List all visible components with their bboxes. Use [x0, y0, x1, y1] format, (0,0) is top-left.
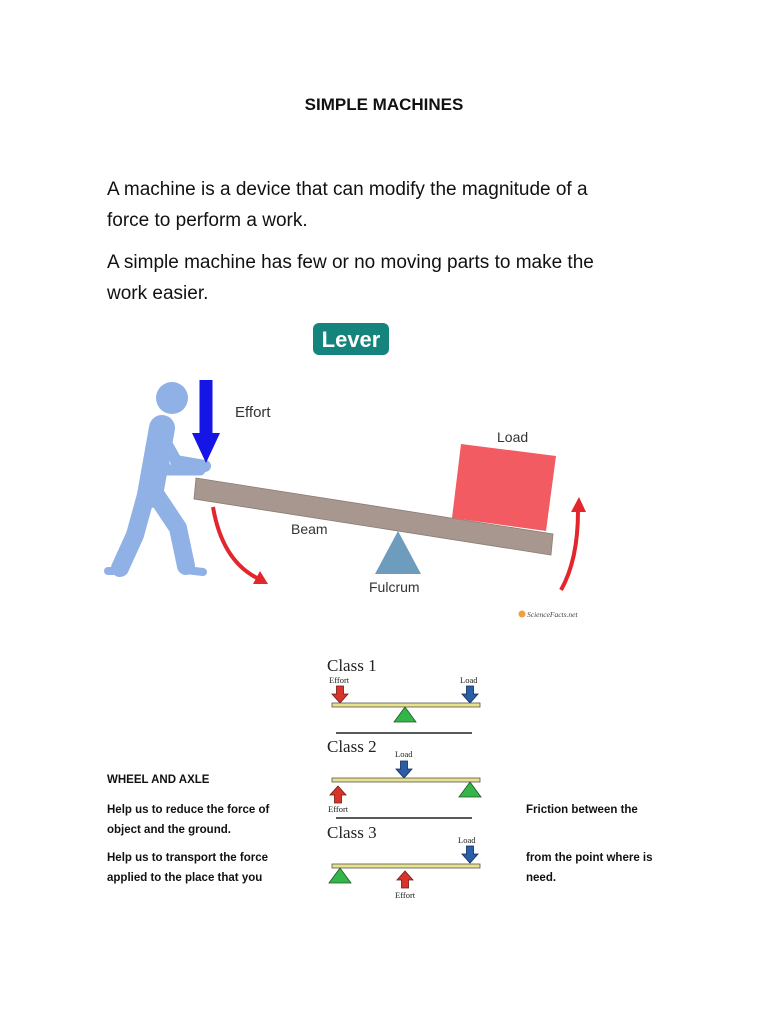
class-load-label: Load [395, 749, 413, 759]
class-effort-label: Effort [395, 890, 416, 900]
lever-badge [313, 323, 389, 355]
text-line: applied to the place that you [107, 872, 263, 884]
load-box [452, 444, 556, 531]
person-figure [108, 382, 205, 572]
paragraph-line: work easier. [107, 283, 209, 304]
body-paragraph [107, 247, 594, 309]
beam-label: Beam [291, 521, 328, 537]
page-title: SIMPLE MACHINES [304, 95, 464, 114]
lever-class-3 [327, 823, 480, 900]
class-beam [332, 864, 480, 868]
effort-arrow-shape [192, 380, 220, 463]
effort-arrow [397, 871, 413, 888]
rotation-arrow-left-shaft [213, 507, 257, 578]
text-line: from the point where is [526, 852, 653, 864]
load-arrow [462, 846, 478, 863]
text-line: object and the ground. [107, 824, 231, 836]
text-line: Help us to reduce the force of [107, 804, 270, 816]
rotation-arrow-right-shaft [561, 511, 578, 590]
person-leg [156, 495, 186, 566]
rotation-arrow-right [561, 497, 586, 590]
load-arrow [462, 686, 478, 703]
text-line: Help us to transport the force [107, 852, 269, 864]
text-line: need. [526, 872, 557, 884]
text-block-right [526, 800, 638, 820]
class-effort-label: Effort [329, 675, 350, 685]
effort-arrow [332, 686, 348, 703]
body-paragraph [107, 174, 588, 236]
load-label: Load [497, 429, 529, 445]
class-load-label: Load [458, 835, 476, 845]
fulcrum-triangle [375, 531, 421, 574]
person-foot [186, 570, 203, 572]
lever-diagram [100, 315, 600, 627]
class-load-label: Load [460, 675, 478, 685]
watermark-sun-icon [519, 611, 526, 618]
text-block-left [107, 800, 269, 840]
section-heading: WHEEL AND AXLE [107, 774, 210, 786]
class-fulcrum [459, 782, 481, 797]
paragraph-line: force to perform a work. [107, 210, 308, 231]
person-leg [120, 495, 146, 568]
lever-class-1 [327, 656, 480, 722]
class-beam [332, 703, 480, 707]
lever-badge-label: Lever [321, 327, 381, 352]
watermark-text: ScienceFacts.net [527, 610, 578, 619]
paragraph-line: A machine is a device that can modify the magnitude of a [107, 179, 588, 200]
text-block-left [107, 848, 268, 888]
class-title: Class 3 [327, 823, 377, 842]
class-title: Class 2 [327, 737, 377, 756]
effort-arrow [192, 380, 220, 463]
watermark-logo [519, 610, 579, 619]
fulcrum-label: Fulcrum [369, 579, 420, 595]
rotation-arrow-left [213, 507, 268, 584]
lever-classes-diagram [318, 650, 493, 902]
class-effort-label: Effort [328, 804, 349, 814]
class-fulcrum [329, 868, 351, 883]
text-line: Friction between the [526, 804, 638, 816]
person-head [156, 382, 188, 414]
load-arrow [396, 761, 412, 778]
class-title: Class 1 [327, 656, 377, 675]
lever-class-2 [327, 737, 481, 814]
class-fulcrum [394, 707, 416, 722]
rotation-arrow-right-head [571, 497, 586, 512]
effort-arrow [330, 786, 346, 803]
class-beam [332, 778, 480, 782]
text-block-right [526, 848, 653, 888]
effort-label: Effort [235, 404, 271, 421]
paragraph-line: A simple machine has few or no moving parts to make the [107, 252, 594, 273]
